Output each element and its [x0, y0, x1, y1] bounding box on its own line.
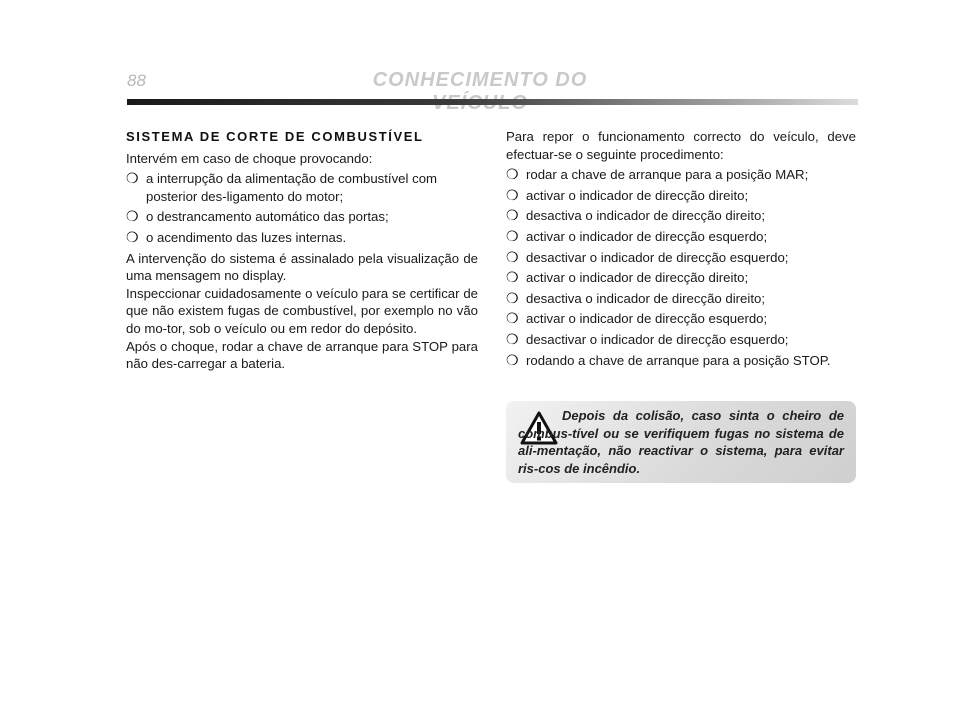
- list-item: ❍ o acendimento das luzes internas.: [126, 228, 347, 245]
- bullet-icon: ❍: [506, 330, 519, 347]
- bullet-icon: ❍: [126, 228, 139, 245]
- bullet-icon: ❍: [506, 207, 519, 224]
- header-rule: [127, 99, 858, 105]
- left-bullet-list: [126, 170, 478, 246]
- bullet-icon: ❍: [506, 351, 519, 368]
- list-item: ❍ a interrupção da alimentação de combustível com posterior des-ligamento do motor;: [126, 170, 438, 204]
- list-item: ❍ activar o indicador de direcção direito;: [506, 186, 749, 203]
- list-item: ❍ desactivar o indicador de direcção esquerdo;: [506, 330, 789, 347]
- warning-box: [506, 401, 856, 483]
- list-item: ❍ rodar a chave de arranque para a posição MAR;: [506, 166, 809, 183]
- bullet-icon: ❍: [126, 170, 139, 187]
- bullet-icon: ❍: [506, 227, 519, 244]
- bullet-icon: ❍: [506, 186, 519, 203]
- left-intro: Intervém em caso de choque provocando:: [126, 150, 373, 166]
- paragraph: A intervenção do sistema é assinalado pela visualização de uma mensagem no display.: [126, 250, 478, 284]
- procedure-list: [506, 166, 856, 369]
- bullet-icon: ❍: [126, 208, 139, 225]
- list-item: ❍ desactivar o indicador de direcção esquerdo;: [506, 248, 789, 265]
- left-column: [126, 128, 478, 373]
- page-number: 88: [127, 71, 146, 90]
- bullet-icon: ❍: [506, 310, 519, 327]
- running-title: CONHECIMENTO DO: [372, 69, 588, 91]
- bullet-icon: ❍: [506, 289, 519, 306]
- list-item: ❍ activar o indicador de direcção esquerdo;: [506, 310, 768, 327]
- right-column: [506, 128, 856, 372]
- list-item: ❍ desactiva o indicador de direcção direito;: [506, 289, 765, 306]
- bullet-icon: ❍: [506, 269, 519, 286]
- right-intro: Para repor o funcionamento correcto do veículo, deve efectuar-se o seguinte procedimento:: [506, 129, 856, 162]
- bullet-icon: ❍: [506, 248, 519, 265]
- list-item: ❍ activar o indicador de direcção esquerdo;: [506, 227, 768, 244]
- list-item: ❍ desactiva o indicador de direcção direito;: [506, 207, 765, 224]
- paragraph: Inspeccionar cuidadosamente o veículo para se certificar de que não existem fugas de combustível, por exemplo no vão do mo-tor, sob o veículo ou em redor do depósito.: [126, 285, 478, 336]
- bullet-icon: ❍: [506, 166, 519, 183]
- list-item: ❍ o destrancamento automático das portas;: [126, 208, 389, 225]
- section-heading: SISTEMA DE CORTE DE COMBUSTÍVEL: [126, 129, 424, 144]
- list-item: ❍ activar o indicador de direcção direito;: [506, 269, 749, 286]
- paragraph: Após o choque, rodar a chave de arranque para STOP para não des-carregar a bateria.: [126, 338, 478, 372]
- warning-text: Depois da colisão, caso sinta o cheiro de combus-tível ou se verifiquem fugas no sistema de ali-mentação, não reactivar o sistema, para evitar ris-cos de incêndio.: [518, 408, 844, 476]
- list-item: ❍ rodando a chave de arranque para a posição STOP.: [506, 351, 831, 368]
